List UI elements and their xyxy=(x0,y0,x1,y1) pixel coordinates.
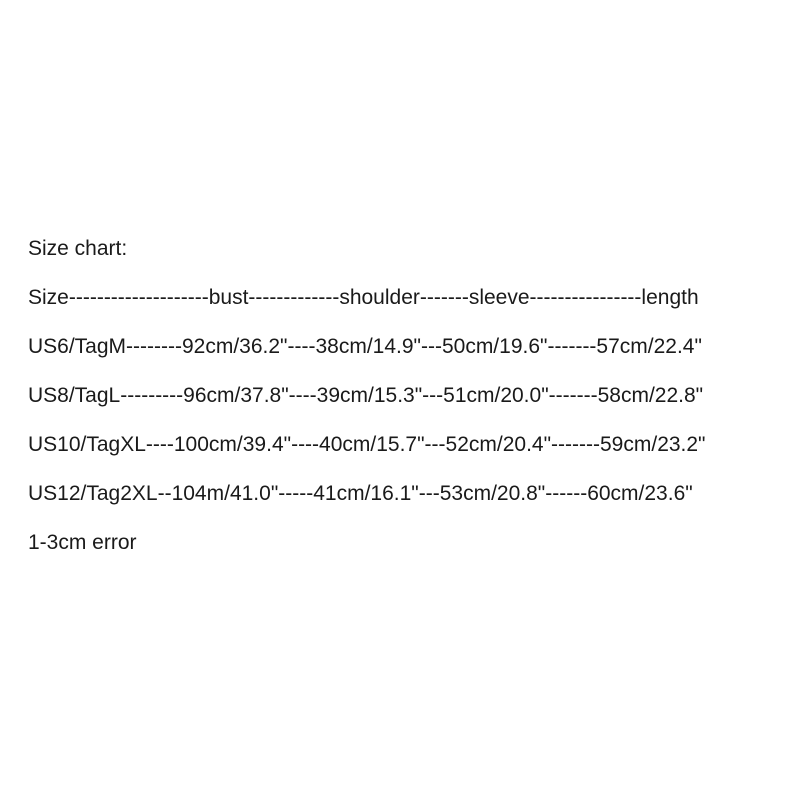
size-chart-row: US8/TagL---------96cm/37.8"----39cm/15.3"---51cm/20.0"-------58cm/22.8" xyxy=(28,384,704,407)
size-chart-row: US6/TagM--------92cm/36.2"----38cm/14.9"---50cm/19.6"-------57cm/22.4" xyxy=(28,335,702,358)
size-chart-note: 1-3cm error xyxy=(28,531,137,554)
size-chart-row: US12/Tag2XL--104m/41.0"-----41cm/16.1"---53cm/20.8"------60cm/23.6" xyxy=(28,482,693,505)
size-chart-header-row: Size--------------------bust-------------shoulder-------sleeve----------------length xyxy=(28,286,699,309)
size-chart-title: Size chart: xyxy=(28,237,128,260)
size-chart-row: US10/TagXL----100cm/39.4"----40cm/15.7"---52cm/20.4"-------59cm/23.2" xyxy=(28,433,706,456)
size-chart-block xyxy=(28,224,778,567)
